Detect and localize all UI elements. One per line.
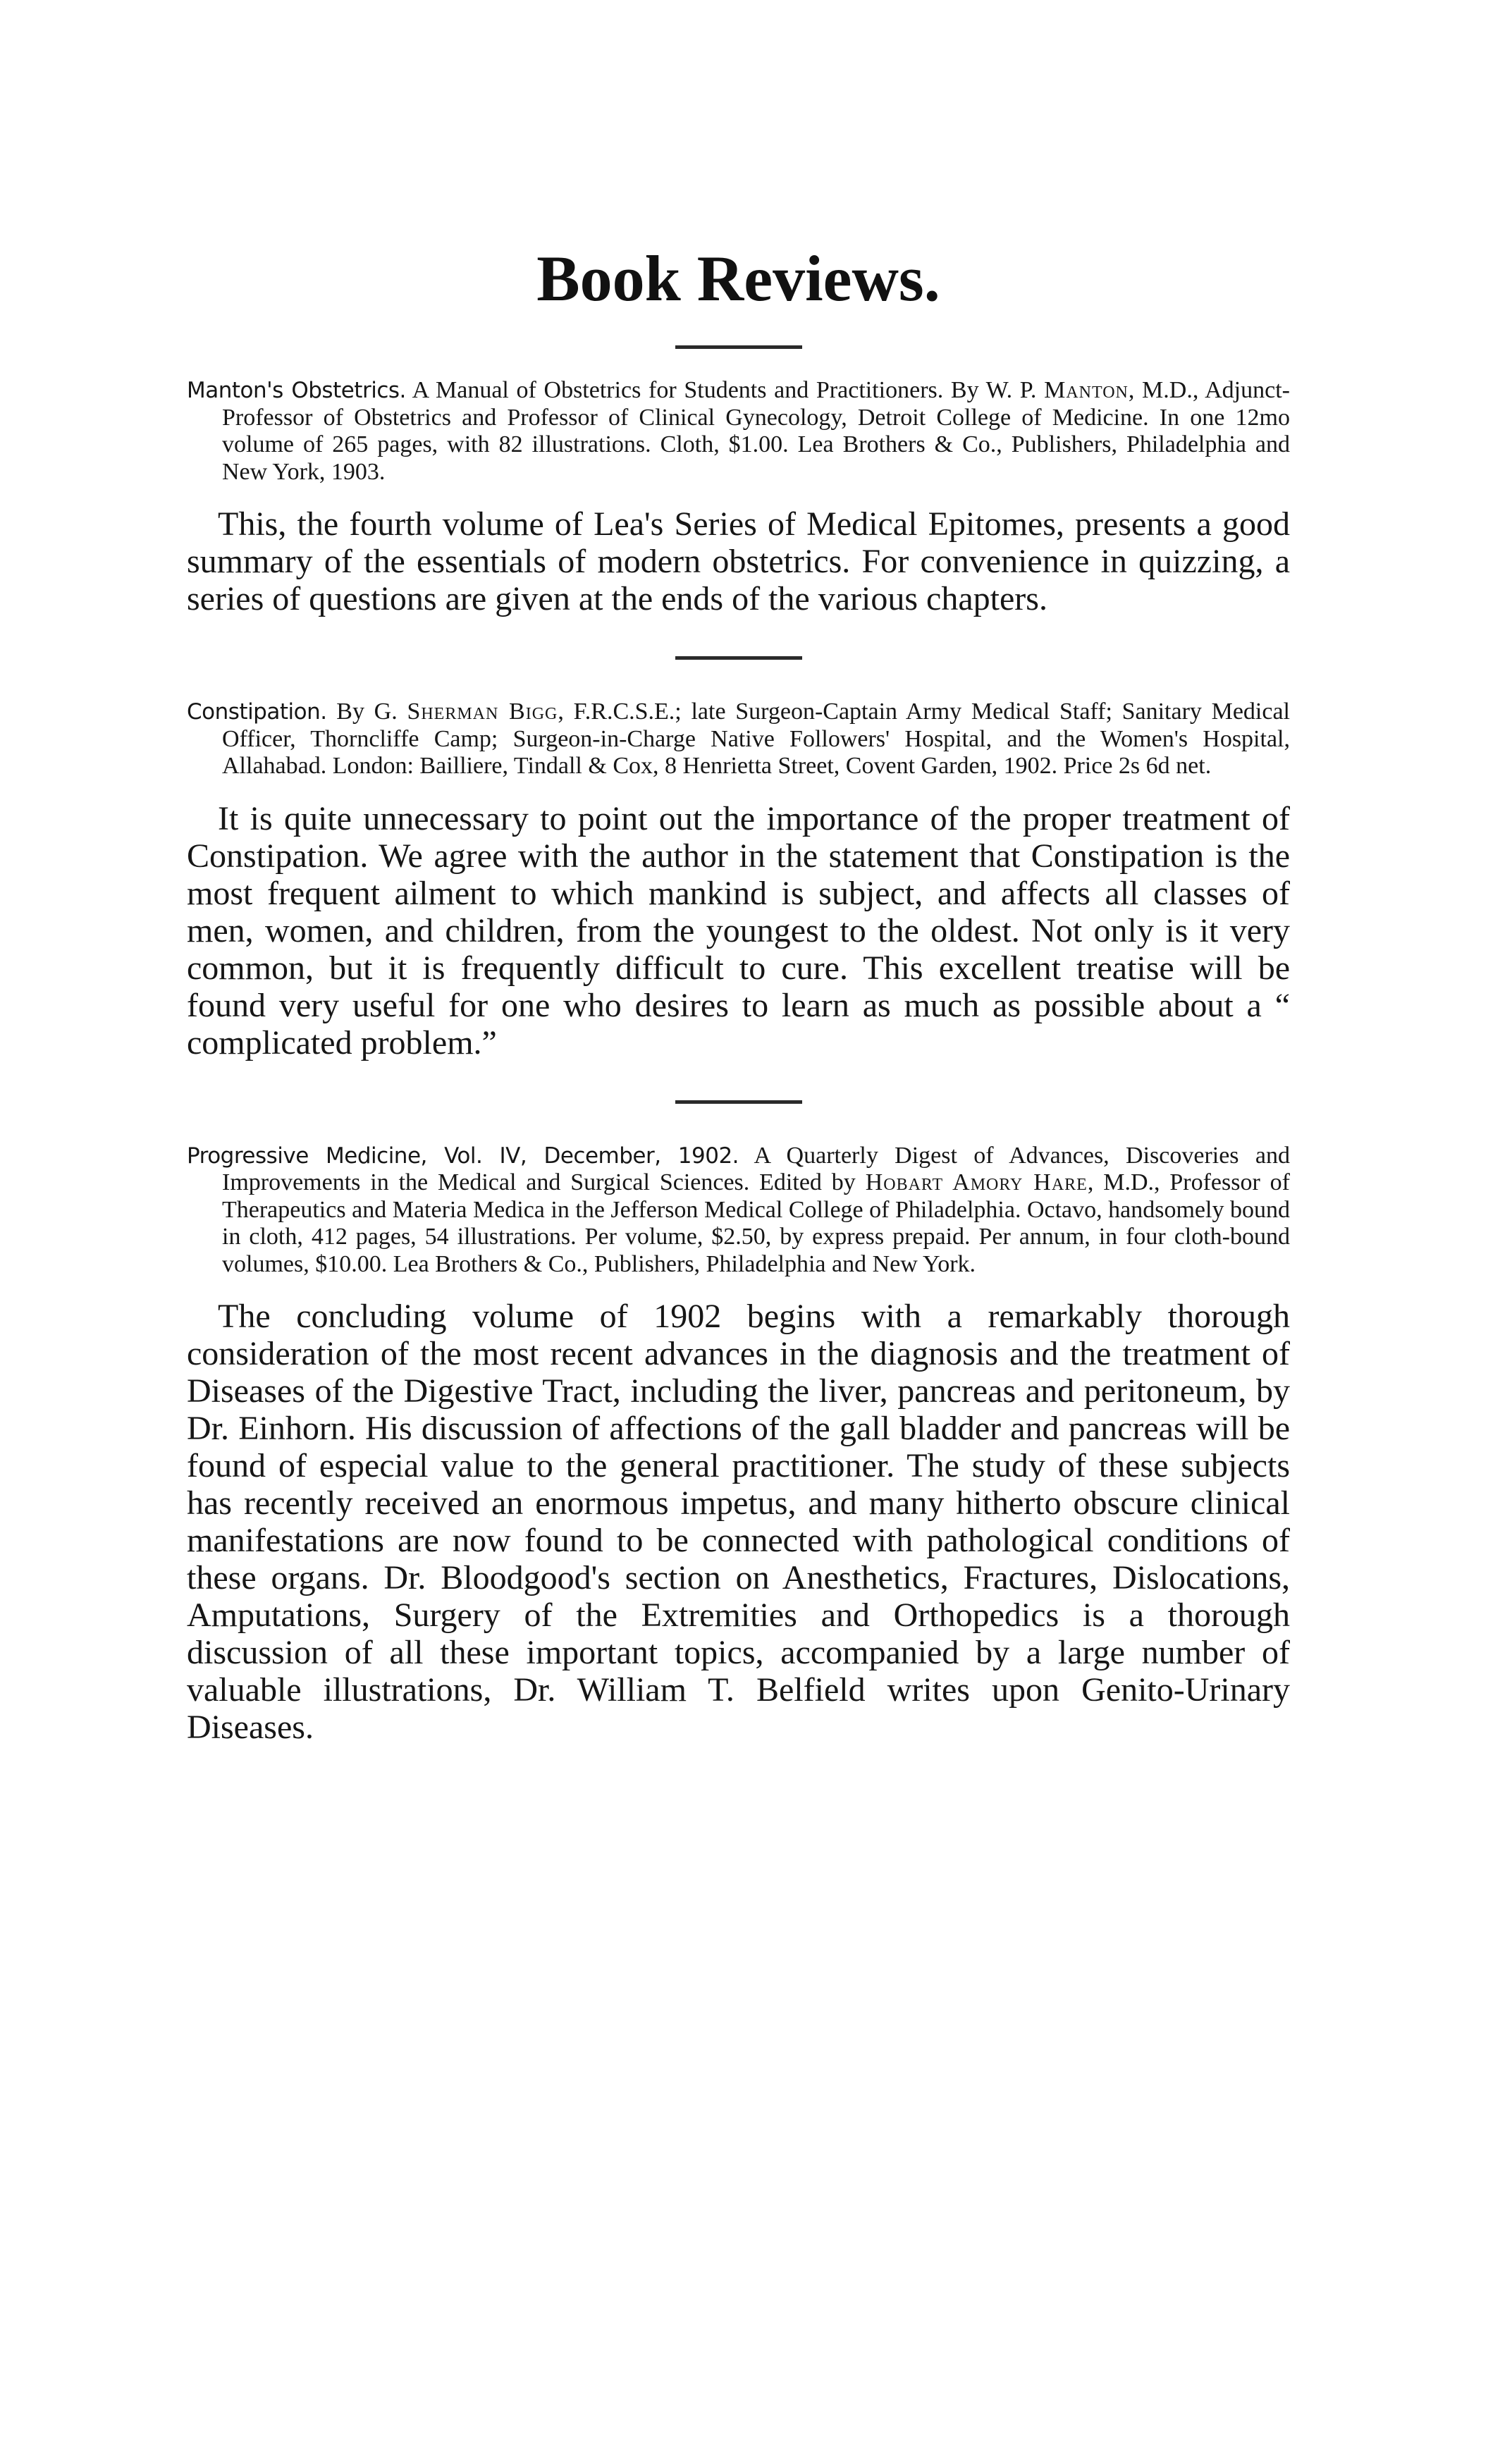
- section-divider: [675, 656, 802, 660]
- citation-text: , M.D., Professor of Therapeutics and Materia Medica in the Jefferson Medical College of Philadelphia. Octavo, handsomely bound in cloth, 412 pages, 54 illustrations. Per volume, $2.50, by express prepaid. Per annum, in four cloth-bound volumes, $10.00. Lea Brothers & Co., Publishers, Philadelphia and New York.: [222, 1169, 1291, 1277]
- citation-text: A Quarterly Digest of Advances, Discoveries and Improvements in the Medical and Surgical Sciences. Edited by: [222, 1142, 1290, 1195]
- book-title: Manton's Obstetrics.: [187, 378, 406, 403]
- review-citation: [187, 1143, 1290, 1279]
- citation-text: By G.: [326, 699, 407, 725]
- review-body: It is quite unnecessary to point out the importance of the proper treatment of Constipation. We agree with the author in the statement that Constipation is the most frequent ailment to which mankind is subject, and affects all classes of men, women, and children, from the youngest to the oldest. Not only is it very common, but it is frequently difficult to cure. This excellent treatise will be found very useful for one who desires to learn as much as possible about a “ complicated problem.”: [187, 799, 1290, 1061]
- page-title: Book Reviews.: [536, 242, 940, 314]
- review-body: This, the fourth volume of Lea's Series of Medical Epitomes, presents a good summary of the essentials of modern obstetrics. For convenience in quizzing, a series of questions are given at the ends of the various chapters.: [187, 505, 1290, 617]
- book-title: Constipation.: [187, 699, 327, 725]
- author-name: Sherman Bigg: [407, 699, 558, 725]
- review-citation: [187, 699, 1290, 780]
- review-progressive-medicine: [187, 1143, 1290, 1747]
- citation-text: A Manual of Obstetrics for Students and Practitioners. By W. P.: [405, 377, 1045, 403]
- citation-text: , M.D., Adjunct-Professor of Obstetrics and Professor of Clinical Gynecology, Detroit College of Medicine. In one 12mo volume of 265 pages, with 82 illustrations. Cloth, $1.00. Lea Brothers & Co., Publishers, Philadelphia and New York, 1903.: [222, 377, 1290, 485]
- section-divider: [675, 1100, 802, 1104]
- book-title: Progressive Medicine, Vol. IV, December, 1902.: [187, 1143, 739, 1169]
- citation-text: , F.R.C.S.E.; late Surgeon-Captain Army Medical Staff; Sanitary Medical Officer, Thorncliffe Camp; Surgeon-in-Charge Native Followers' Hospital, and the Women's Hospital, Allahabad. London: Bailliere, Tindall & Cox, 8 Henrietta Street, Covent Garden, 1902. Price 2s 6d net.: [222, 699, 1290, 779]
- review-citation: [187, 377, 1290, 486]
- review-manton-obstetrics: [187, 377, 1290, 617]
- title-divider: [675, 345, 802, 349]
- review-constipation: [187, 699, 1290, 1061]
- review-body: The concluding volume of 1902 begins with a remarkably thorough consideration of the most recent advances in the diagnosis and the treatment of Diseases of the Digestive Tract, including the liver, pancreas and peritoneum, by Dr. Einhorn. His discussion of affections of the gall bladder and pancreas will be found of especial value to the general practitioner. The study of these subjects has recently received an enormous impetus, and many hitherto obscure clinical manifestations are now found to be connected with pathological conditions of these organs. Dr. Bloodgood's section on Anesthetics, Fractures, Dislocations, Amputations, Surgery of the Extremities and Orthopedics is a thorough discussion of all these important topics, accompanied by a large number of valuable illustrations, Dr. William T. Belfield writes upon Genito-Urinary Diseases.: [187, 1298, 1290, 1746]
- page: [187, 240, 1290, 1746]
- author-name: Hobart Amory Hare: [865, 1169, 1088, 1195]
- author-name: Manton: [1044, 377, 1129, 403]
